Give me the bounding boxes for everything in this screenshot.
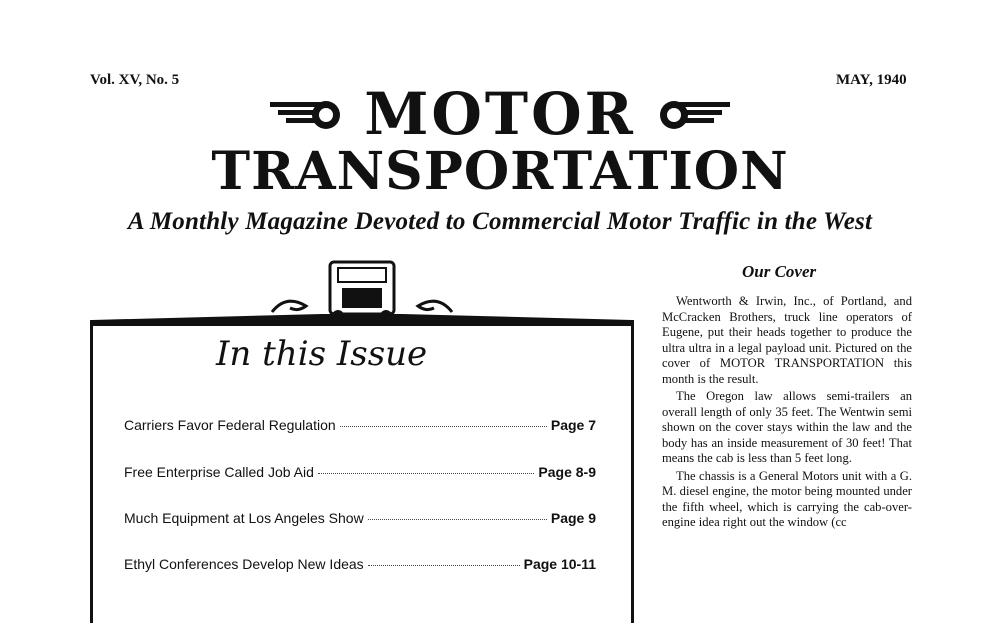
toc-item-label: Ethyl Conferences Develop New Ideas (124, 556, 364, 572)
masthead-tagline: A Monthly Magazine Devoted to Commercial Motor Traffic in the West (127, 208, 873, 235)
toc-item[interactable] (124, 556, 596, 572)
cover-paragraph: The chassis is a General Motors unit with a G. M. diesel engine, the motor being mounted under the fifth wheel, which is carrying the cab-over-engine idea right out the window (cc (662, 468, 912, 529)
contents-heading: In this Issue (216, 334, 428, 374)
toc-item-page: Page 8-9 (538, 464, 596, 480)
cover-paragraph: Wentworth & Irwin, Inc., of Portland, and McCracken Brothers, truck line operators of Eugene, put their heads together to produce the ultra ultra in a legal payload unit. Pictured on the cover of MOTOR TRANSPORTATION this month is the result. (662, 294, 912, 386)
volume-number: Vol. XV, No. 5 (90, 72, 180, 88)
cover-heading: Our Cover (742, 262, 817, 281)
leader-dots (368, 519, 547, 520)
masthead-title-line2: TRANSPORTATION (211, 141, 789, 202)
leader-dots (318, 473, 535, 474)
toc-item[interactable] (124, 417, 596, 433)
toc-item[interactable] (124, 510, 596, 526)
toc-item-page: Page 9 (550, 510, 596, 526)
cover-article (662, 294, 912, 533)
toc-item-page: Page 7 (550, 417, 596, 433)
masthead-title-line1: MOTOR (364, 80, 636, 148)
leader-dots (368, 565, 520, 566)
toc-item-page: Page 10-11 (523, 556, 596, 572)
toc-item-label: Free Enterprise Called Job Aid (124, 464, 314, 480)
toc-item-label: Much Equipment at Los Angeles Show (124, 510, 364, 526)
issue-date: MAY, 1940 (836, 72, 907, 88)
leader-dots (340, 426, 547, 427)
cover-paragraph: The Oregon law allows semi-trailers an overall length of only 35 feet. The Wentwin semi shown on the cover stays within the law and the body has an inside measurement of 30 feet! That means the cab is less than 5 feet long. (662, 389, 912, 465)
toc-item[interactable] (124, 464, 596, 480)
toc-item-label: Carriers Favor Federal Regulation (124, 417, 336, 433)
